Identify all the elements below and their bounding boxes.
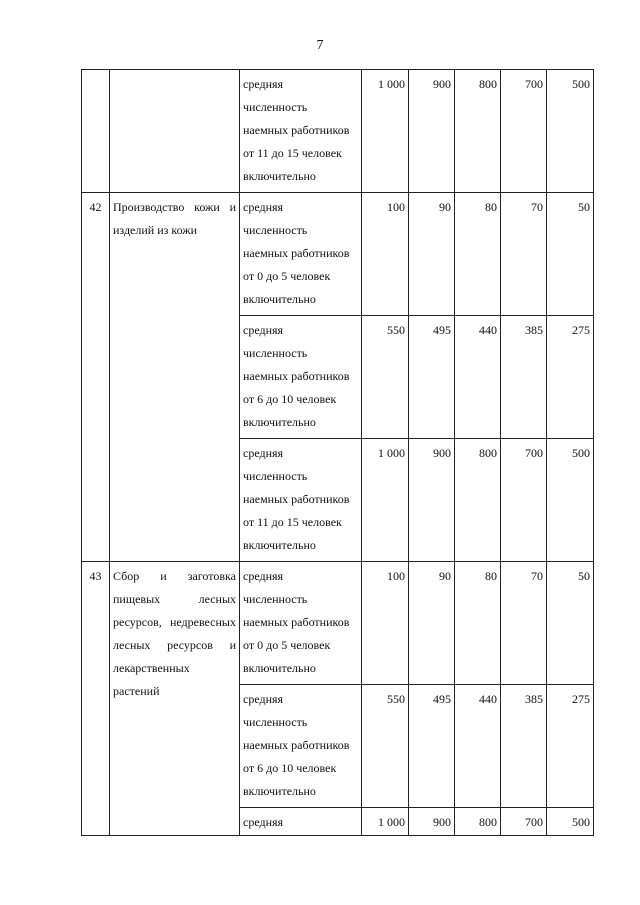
- condition-line: средняя: [243, 77, 284, 91]
- condition-cell: [240, 562, 362, 685]
- condition-line: включительно: [243, 169, 316, 183]
- value-cell: 900: [409, 439, 455, 562]
- value-cell: 385: [501, 685, 547, 808]
- condition-line: численность: [243, 223, 308, 237]
- condition-line: средняя: [243, 815, 284, 829]
- value-cell: 440: [455, 685, 501, 808]
- condition-line: включительно: [243, 538, 316, 552]
- table-row: [82, 562, 594, 685]
- value-cell: 700: [501, 439, 547, 562]
- value-cell: 800: [455, 808, 501, 836]
- tax-rate-table: [81, 69, 594, 836]
- condition-cell: [240, 439, 362, 562]
- table-row: [82, 70, 594, 193]
- value-cell: 900: [409, 70, 455, 193]
- condition-line: включительно: [243, 661, 316, 675]
- value-cell: 50: [547, 193, 594, 316]
- value-cell: 385: [501, 316, 547, 439]
- condition-cell: [240, 808, 362, 836]
- value-cell: 550: [362, 685, 409, 808]
- condition-line: наемных работников: [243, 615, 350, 629]
- condition-line: средняя: [243, 323, 284, 337]
- condition-line: численность: [243, 100, 308, 114]
- condition-line: от 11 до 15 человек: [243, 515, 342, 529]
- value-cell: 900: [409, 808, 455, 836]
- value-cell: 440: [455, 316, 501, 439]
- activity-cell: [110, 70, 240, 193]
- condition-line: включительно: [243, 292, 316, 306]
- value-cell: 100: [362, 193, 409, 316]
- value-cell: 1 000: [362, 70, 409, 193]
- condition-cell: [240, 193, 362, 316]
- value-cell: 500: [547, 70, 594, 193]
- condition-line: от 11 до 15 человек: [243, 146, 342, 160]
- page-number: 7: [316, 38, 324, 53]
- value-cell: 90: [409, 193, 455, 316]
- condition-line: включительно: [243, 784, 316, 798]
- condition-line: наемных работников: [243, 738, 350, 752]
- value-cell: 70: [501, 193, 547, 316]
- value-cell: 80: [455, 193, 501, 316]
- condition-line: численность: [243, 592, 308, 606]
- value-cell: 800: [455, 439, 501, 562]
- condition-line: от 6 до 10 человек: [243, 392, 337, 406]
- condition-line: численность: [243, 469, 308, 483]
- value-cell: 800: [455, 70, 501, 193]
- condition-line: средняя: [243, 200, 284, 214]
- value-cell: 100: [362, 562, 409, 685]
- condition-cell: [240, 316, 362, 439]
- activity-cell: Сбор и заготовка пищевых лесных ресурсов, недревесных лесных ресурсов и лекарственных растений: [110, 562, 240, 836]
- condition-line: наемных работников: [243, 369, 350, 383]
- value-cell: 275: [547, 685, 594, 808]
- value-cell: 700: [501, 808, 547, 836]
- row-number: 42: [82, 193, 110, 562]
- condition-line: от 0 до 5 человек: [243, 638, 331, 652]
- value-cell: 500: [547, 439, 594, 562]
- condition-line: численность: [243, 715, 308, 729]
- condition-line: наемных работников: [243, 123, 350, 137]
- value-cell: 275: [547, 316, 594, 439]
- condition-line: средняя: [243, 446, 284, 460]
- condition-line: от 0 до 5 человек: [243, 269, 331, 283]
- value-cell: 1 000: [362, 808, 409, 836]
- condition-cell: [240, 685, 362, 808]
- value-cell: 700: [501, 70, 547, 193]
- value-cell: 90: [409, 562, 455, 685]
- value-cell: 500: [547, 808, 594, 836]
- value-cell: 70: [501, 562, 547, 685]
- value-cell: 550: [362, 316, 409, 439]
- value-cell: 50: [547, 562, 594, 685]
- row-number: [82, 70, 110, 193]
- condition-line: наемных работников: [243, 492, 350, 506]
- condition-cell: [240, 70, 362, 193]
- row-number: 43: [82, 562, 110, 836]
- condition-line: средняя: [243, 569, 284, 583]
- condition-line: средняя: [243, 692, 284, 706]
- value-cell: 495: [409, 316, 455, 439]
- condition-line: наемных работников: [243, 246, 350, 260]
- condition-line: включительно: [243, 415, 316, 429]
- value-cell: 1 000: [362, 439, 409, 562]
- value-cell: 495: [409, 685, 455, 808]
- condition-line: от 6 до 10 человек: [243, 761, 337, 775]
- value-cell: 80: [455, 562, 501, 685]
- condition-line: численность: [243, 346, 308, 360]
- table-row: [82, 193, 594, 316]
- activity-cell: Производство кожи и изделий из кожи: [110, 193, 240, 562]
